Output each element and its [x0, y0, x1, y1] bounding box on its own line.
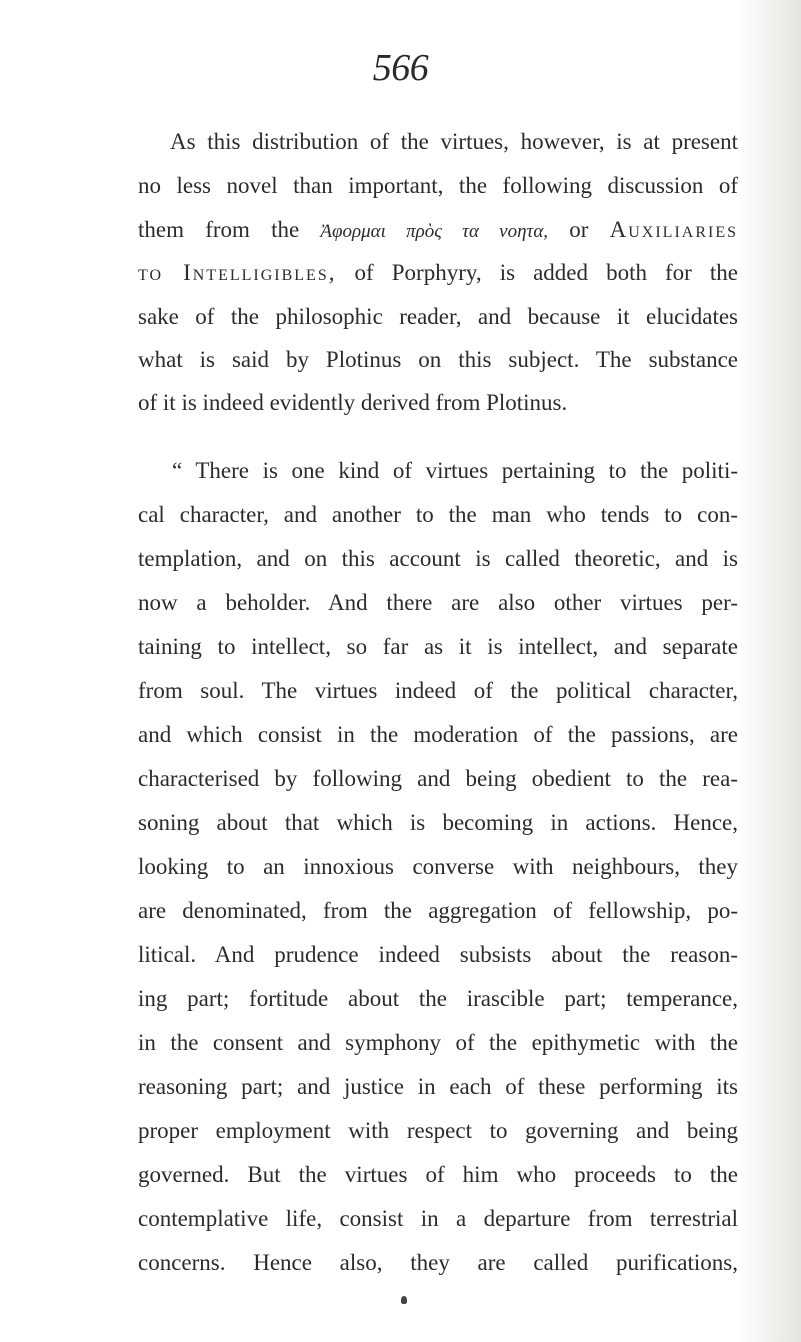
text-line	[138, 215, 738, 247]
text-line: and which consist in the moderation of the passions, are	[138, 722, 738, 747]
text-line: taining to intellect, so far as it is intellect, and separate	[138, 634, 738, 659]
text-line: looking to an innoxious converse with neighbours, they	[138, 854, 738, 879]
text-line: are denominated, from the aggregation of fellowship, po-	[138, 898, 738, 923]
text-line: ing part; fortitude about the irascible part; temperance,	[138, 986, 738, 1011]
text-line: “ There is one kind of virtues pertaining to the politi-	[172, 458, 738, 483]
text-line: in the consent and symphony of the epithymetic with the	[138, 1030, 738, 1055]
text-line: templation, and on this account is called theoretic, and is	[138, 546, 738, 571]
greek-title: Ἀφορμαι πρὸς τα νοητα,	[320, 221, 549, 242]
small-caps-title: to Intelligibles,	[138, 260, 337, 285]
text-segment: of Porphyry, is added both for the	[354, 260, 738, 285]
text-line: now a beholder. And there are also other virtues per-	[138, 590, 738, 615]
ink-mark	[401, 1296, 407, 1304]
text-line: proper employment with respect to governing and being	[138, 1118, 738, 1143]
text-line: cal character, and another to the man who tends to con-	[138, 502, 738, 527]
small-caps-title: Auxiliaries	[609, 217, 739, 242]
text-line: characterised by following and being obedient to the rea-	[138, 766, 738, 791]
text-line: contemplative life, consist in a departure from terrestrial	[138, 1206, 738, 1231]
text-line: As this distribution of the virtues, however, is at present	[170, 129, 738, 154]
text-line: soning about that which is becoming in actions. Hence,	[138, 810, 738, 835]
text-segment: or	[569, 217, 589, 242]
text-line: sake of the philosophic reader, and because it elucidates	[138, 304, 738, 329]
page-number: 566	[372, 47, 429, 89]
text-line: litical. And prudence indeed subsists about the reason-	[138, 942, 738, 967]
text-line: of it is indeed evidently derived from Plotinus.	[138, 390, 568, 415]
text-line: what is said by Plotinus on this subject. The substance	[138, 347, 738, 372]
text-line: no less novel than important, the following discussion of	[138, 173, 738, 198]
text-line: governed. But the virtues of him who proceeds to the	[138, 1162, 738, 1187]
text-line	[138, 258, 738, 288]
text-line: concerns. Hence also, they are called purifications,	[138, 1250, 738, 1275]
text-line: reasoning part; and justice in each of these performing its	[138, 1074, 738, 1099]
text-segment: them from the	[138, 217, 300, 242]
text-line: from soul. The virtues indeed of the political character,	[138, 678, 738, 703]
